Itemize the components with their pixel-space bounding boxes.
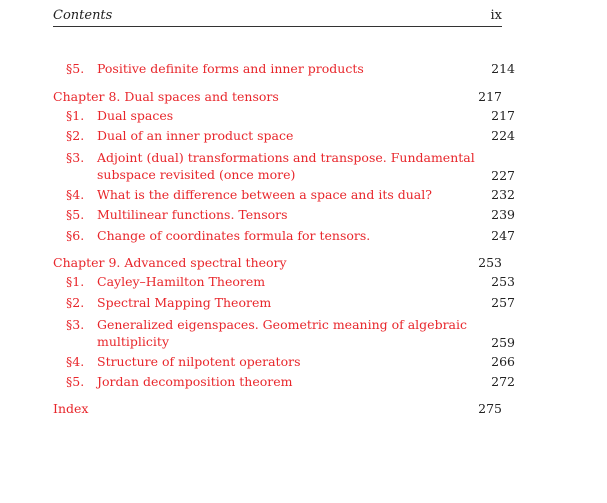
section-title-link[interactable]: Structure of nilpotent operators [97, 354, 301, 369]
section-number[interactable]: §3. [66, 150, 85, 165]
running-header-page-number: ix [490, 8, 502, 23]
section-number[interactable]: §6. [66, 228, 85, 243]
section-number[interactable]: §4. [66, 187, 85, 202]
section-number[interactable]: §4. [66, 354, 85, 369]
section-title-link[interactable]: Positive definite forms and inner products [97, 61, 364, 76]
toc-section-entry[interactable] [53, 316, 515, 350]
toc-page-number: 259 [491, 335, 515, 350]
toc-chapter-entry[interactable] [53, 400, 502, 417]
toc-page-number: 227 [491, 168, 515, 183]
section-number[interactable]: §5. [66, 207, 85, 222]
toc-section-entry[interactable] [53, 186, 515, 203]
section-title-link[interactable]: Cayley–Hamilton Theorem [97, 274, 266, 289]
toc-section-entry[interactable] [53, 60, 515, 77]
toc-page-number: 217 [491, 108, 515, 123]
toc-page-number: 214 [491, 61, 515, 76]
toc-page-number: 272 [491, 374, 515, 389]
toc-chapter-entry[interactable] [53, 88, 502, 105]
section-title-link[interactable]: Jordan decomposition theorem [97, 374, 293, 389]
toc-chapter-entry[interactable] [53, 254, 502, 271]
toc-section-entry[interactable] [53, 227, 515, 244]
toc-page-number: 224 [491, 128, 515, 143]
toc-section-entry[interactable] [53, 273, 515, 290]
toc-page-number: 266 [491, 354, 515, 369]
toc-section-entry[interactable] [53, 353, 515, 370]
toc-section-entry[interactable] [53, 149, 515, 183]
toc-page-number: 257 [491, 295, 515, 310]
section-title-link[interactable]: Adjoint (dual) transformations and transpose. Fundamental subspace revisited (once more) [97, 150, 475, 182]
chapter-title-link[interactable]: Index [53, 401, 89, 416]
section-number[interactable]: §1. [66, 108, 85, 123]
chapter-title-link[interactable]: Chapter 8. Dual spaces and tensors [53, 89, 279, 104]
section-title-link[interactable]: Change of coordinates formula for tensors. [97, 228, 371, 243]
toc-section-entry[interactable] [53, 206, 515, 223]
toc-page-number: 217 [478, 89, 502, 104]
toc-page-number: 239 [491, 207, 515, 222]
chapter-title-link[interactable]: Chapter 9. Advanced spectral theory [53, 255, 287, 270]
section-title-link[interactable]: Dual spaces [97, 108, 174, 123]
section-number[interactable]: §1. [66, 274, 85, 289]
toc-page-number: 253 [491, 274, 515, 289]
toc-page-number: 232 [491, 187, 515, 202]
running-header-title: Contents [53, 8, 113, 23]
toc-section-entry[interactable] [53, 107, 515, 124]
section-title-link[interactable]: Dual of an inner product space [97, 128, 294, 143]
toc-page-number: 253 [478, 255, 502, 270]
section-number[interactable]: §2. [66, 295, 85, 310]
toc-section-entry[interactable] [53, 127, 515, 144]
toc-section-entry[interactable] [53, 373, 515, 390]
toc-page-number: 247 [491, 228, 515, 243]
section-number[interactable]: §2. [66, 128, 85, 143]
section-title-link[interactable]: Spectral Mapping Theorem [97, 295, 272, 310]
section-number[interactable]: §3. [66, 317, 85, 332]
toc-section-entry[interactable] [53, 294, 515, 311]
section-title-link[interactable]: What is the difference between a space and its dual? [97, 187, 432, 202]
section-title-link[interactable]: Generalized eigenspaces. Geometric meaning of algebraic multiplicity [97, 317, 467, 349]
section-number[interactable]: §5. [66, 61, 85, 76]
section-number[interactable]: §5. [66, 374, 85, 389]
toc-page-number: 275 [478, 401, 502, 416]
section-title-link[interactable]: Multilinear functions. Tensors [97, 207, 288, 222]
